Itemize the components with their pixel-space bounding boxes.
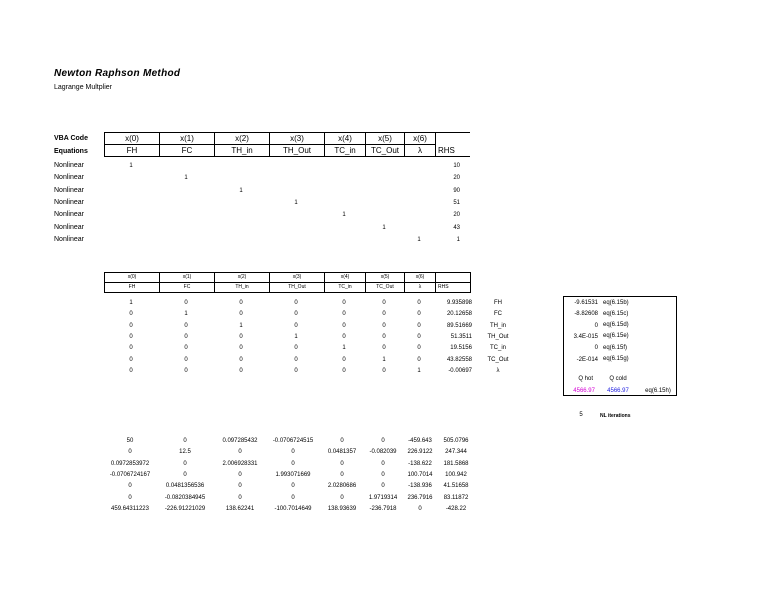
matrix-cell: 1	[342, 345, 346, 352]
page-title: Newton Raphson Method	[54, 68, 181, 79]
jacobian-cell: -0.0706724515	[272, 438, 314, 444]
matrix-cell: 0	[294, 367, 298, 374]
q-cold-label: Q cold	[609, 376, 627, 382]
matrix-cell: 0	[382, 367, 386, 374]
matrix-cell: 0	[342, 333, 346, 340]
jacobian-cell: -0.082039	[369, 449, 397, 456]
jacobian-cell: 12.5	[179, 449, 191, 456]
matrix-cell: 0	[294, 322, 298, 329]
jacobian-cell: 0	[340, 494, 344, 501]
mid-header-x6: x(6)	[405, 273, 436, 283]
matrix-cell: 0	[239, 311, 243, 318]
matrix-cell: 0	[184, 322, 188, 329]
jacobian-cell: 0	[381, 460, 385, 467]
matrix-cell: 0	[184, 356, 188, 363]
matrix-cell: 0	[382, 333, 386, 340]
jacobian-cell: 0	[183, 460, 187, 467]
nonlinear-label: Nonlinear	[54, 186, 84, 194]
jacobian-cell: 181.5868	[443, 460, 469, 467]
jacobian-cell: 226.9122	[407, 449, 433, 456]
rhs-cell: 20	[453, 175, 460, 182]
jacobian-cell: 0	[183, 438, 187, 444]
last-eq-label: eq(6.15h)	[645, 388, 671, 394]
iteration-count: 5	[579, 412, 583, 418]
rhs-cell: -0.00697	[448, 367, 472, 374]
jacobian-cell: 236.7916	[407, 494, 433, 501]
jacobian-cell: -138.622	[408, 460, 432, 467]
matrix-cell: 1	[294, 333, 298, 340]
jacobian-cell: 0	[128, 494, 132, 501]
matrix-cell: 0	[129, 356, 133, 363]
jacobian-cell: 2.006928331	[222, 460, 258, 467]
rhs-cell: 20	[453, 212, 460, 219]
matrix-cell: 0	[417, 356, 421, 363]
top-name-tc-out: TC_Out	[366, 145, 405, 157]
q-cold-value: 4566.97	[607, 388, 629, 394]
page-subtitle: Lagrange Multplier	[54, 84, 112, 91]
mid-header-x5: x(5)	[366, 273, 405, 283]
top-header-x2: x(2)	[215, 133, 270, 145]
residual-value: 0	[594, 322, 598, 329]
jacobian-cell: 0	[340, 438, 344, 444]
jacobian-cell: 0	[291, 449, 295, 456]
matrix-cell: 0	[342, 367, 346, 374]
jacobian-cell: 0	[291, 483, 295, 490]
top-name-fc: FC	[160, 145, 215, 157]
top-name-fh: FH	[105, 145, 160, 157]
top-name-lambda: λ	[405, 145, 436, 157]
jacobian-cell: 0	[238, 494, 242, 501]
mid-name-tc-out: TC_Out	[366, 283, 405, 293]
jacobian-cell: 138.62241	[225, 505, 255, 512]
variable-label: TC_in	[489, 345, 506, 352]
rhs-cell: 9.935898	[446, 300, 472, 306]
equations-label: Equations	[54, 148, 88, 155]
matrix-cell: 0	[129, 311, 133, 318]
jacobian-cell: 0	[183, 471, 187, 478]
variable-label: TH_Out	[487, 333, 509, 340]
jacobian-cell: 0	[291, 494, 295, 501]
matrix-cell: 0	[342, 311, 346, 318]
coefficient-cell: 1	[129, 163, 133, 169]
jacobian-cell: 0	[381, 483, 385, 490]
equation-ref: eq(6.15e)	[603, 333, 629, 340]
equation-ref: eq(6.15b)	[603, 299, 629, 306]
residual-value: 3.4E-015	[573, 333, 598, 340]
matrix-cell: 0	[129, 322, 133, 329]
matrix-cell: 0	[417, 333, 421, 340]
residual-value: 0	[594, 345, 598, 352]
matrix-cell: 0	[129, 345, 133, 352]
matrix-cell: 0	[417, 311, 421, 318]
variable-label: TC_Out	[487, 356, 509, 363]
equation-ref: eq(6.15d)	[603, 322, 629, 329]
middle-header-table	[104, 272, 471, 293]
jacobian-cell: -100.7014649	[274, 505, 312, 512]
matrix-cell: 0	[382, 311, 386, 318]
matrix-cell: 1	[382, 356, 386, 363]
nonlinear-label: Nonlinear	[54, 223, 84, 231]
rhs-cell: 89.51669	[446, 322, 472, 329]
matrix-cell: 1	[417, 367, 421, 374]
matrix-cell: 0	[129, 333, 133, 340]
matrix-cell: 0	[342, 356, 346, 363]
jacobian-cell: -459.643	[408, 438, 432, 444]
matrix-cell: 1	[184, 311, 188, 318]
jacobian-cell: 41.51658	[443, 483, 469, 490]
jacobian-cell: 0.0481357	[327, 449, 357, 456]
coefficient-cell: 1	[342, 212, 346, 219]
matrix-cell: 1	[239, 322, 243, 329]
nonlinear-label: Nonlinear	[54, 174, 84, 182]
jacobian-cell: 247.344	[445, 449, 467, 456]
mid-header-x1: x(1)	[160, 273, 215, 283]
jacobian-cell: 0	[238, 483, 242, 490]
top-header-x1: x(1)	[160, 133, 215, 145]
matrix-cell: 0	[239, 356, 243, 363]
coefficient-cell: 1	[184, 175, 188, 182]
coefficient-cell: 1	[417, 236, 421, 243]
matrix-cell: 0	[239, 345, 243, 352]
jacobian-cell: 0	[381, 438, 385, 444]
matrix-cell: 1	[129, 300, 133, 306]
equation-ref: eq(6.15g)	[603, 356, 629, 362]
rhs-cell: 43.82558	[446, 356, 472, 363]
iteration-label: NL iterations	[600, 413, 631, 419]
top-header-x0: x(0)	[105, 133, 160, 145]
coefficient-cell: 1	[382, 224, 386, 231]
matrix-cell: 0	[239, 300, 243, 306]
matrix-cell: 0	[239, 367, 243, 374]
jacobian-cell: 0	[238, 449, 242, 456]
rhs-cell: 19.5156	[450, 345, 472, 352]
jacobian-cell: 138.93639	[327, 505, 357, 512]
variable-label: λ	[496, 367, 500, 374]
matrix-cell: 0	[184, 333, 188, 340]
matrix-cell: 0	[129, 367, 133, 374]
matrix-cell: 0	[382, 345, 386, 352]
top-name-th-out: TH_Out	[270, 145, 325, 157]
mid-name-lambda: λ	[405, 283, 436, 293]
top-header-x3: x(3)	[270, 133, 325, 145]
jacobian-cell: 0	[128, 483, 132, 490]
nonlinear-label: Nonlinear	[54, 211, 84, 219]
jacobian-cell: -0.0820384945	[164, 494, 206, 501]
mid-name-fh: FH	[105, 283, 160, 293]
matrix-cell: 0	[417, 300, 421, 306]
matrix-cell: 0	[417, 322, 421, 329]
jacobian-cell: 2.0280686	[327, 483, 357, 490]
jacobian-cell: 0	[238, 471, 242, 478]
jacobian-cell: 0	[340, 471, 344, 478]
q-hot-label: Q hot	[578, 376, 593, 382]
matrix-cell: 0	[417, 345, 421, 352]
matrix-cell: 0	[294, 300, 298, 306]
mid-name-th-out: TH_Out	[270, 283, 325, 293]
top-name-tc-in: TC_in	[325, 145, 366, 157]
coefficient-cell: 1	[239, 187, 243, 194]
matrix-cell: 0	[342, 322, 346, 329]
jacobian-cell: 0.097285432	[222, 438, 258, 444]
jacobian-cell: -0.0706724167	[109, 471, 151, 478]
rhs-cell: 51	[453, 199, 460, 206]
variable-label: TH_in	[489, 322, 506, 329]
rhs-cell: 43	[453, 224, 460, 231]
top-header-x6: x(6)	[405, 133, 436, 145]
jacobian-cell: 459.64311223	[111, 505, 149, 512]
jacobian-cell: 100.7014	[407, 471, 433, 478]
matrix-cell: 0	[294, 356, 298, 363]
mid-header-x0: x(0)	[105, 273, 160, 283]
residual-value: -8.82608	[574, 311, 598, 318]
jacobian-cell: 505.0796	[443, 438, 469, 444]
nonlinear-label: Nonlinear	[54, 235, 84, 243]
jacobian-cell: -236.7918	[369, 505, 397, 512]
matrix-cell: 0	[184, 367, 188, 374]
jacobian-cell: 0.0481356536	[165, 483, 205, 490]
mid-header-x3: x(3)	[270, 273, 325, 283]
jacobian-cell: 0	[381, 471, 385, 478]
matrix-cell: 0	[239, 333, 243, 340]
variable-label: FH	[494, 300, 502, 306]
mid-name-tc-in: TC_in	[325, 283, 366, 293]
jacobian-cell: -138.936	[408, 483, 432, 490]
mid-name-th-in: TH_in	[215, 283, 270, 293]
jacobian-cell: 100.942	[445, 471, 467, 478]
top-header-x4: x(4)	[325, 133, 366, 145]
jacobian-cell: 0	[340, 460, 344, 467]
residual-value: -9.61531	[574, 300, 598, 306]
equation-ref: eq(6.15c)	[603, 310, 629, 317]
top-rhs-label: RHS	[436, 145, 471, 157]
matrix-cell: 0	[382, 322, 386, 329]
jacobian-cell: -226.91221029	[164, 505, 206, 512]
matrix-cell: 0	[184, 345, 188, 352]
rhs-cell: 1	[456, 236, 460, 243]
mid-rhs-label: RHS	[436, 283, 471, 293]
jacobian-cell: 0	[291, 460, 295, 467]
matrix-cell: 0	[382, 300, 386, 306]
rhs-cell: 10	[453, 163, 460, 169]
matrix-cell: 0	[294, 311, 298, 318]
jacobian-cell: 0.0972853972	[110, 460, 150, 467]
equation-ref: eq(6.15f)	[603, 344, 628, 351]
matrix-cell: 0	[342, 300, 346, 306]
matrix-cell: 0	[184, 300, 188, 306]
mid-header-x2: x(2)	[215, 273, 270, 283]
residual-value: -2E-014	[576, 356, 598, 363]
top-header-x5: x(5)	[366, 133, 405, 145]
vba-code-label: VBA Code	[54, 135, 88, 142]
jacobian-cell: 50	[126, 438, 134, 444]
matrix-cell: 0	[294, 345, 298, 352]
rhs-cell: 20.12658	[446, 311, 472, 318]
jacobian-cell: 0	[128, 449, 132, 456]
rhs-cell: 90	[453, 187, 460, 194]
q-hot-value: 4566.97	[573, 388, 595, 394]
nonlinear-label: Nonlinear	[54, 162, 84, 169]
variable-label: FC	[494, 311, 502, 318]
jacobian-cell: 83.11872	[443, 494, 469, 501]
jacobian-cell: -428.22	[445, 505, 467, 512]
mid-header-x4: x(4)	[325, 273, 366, 283]
jacobian-cell: 0	[418, 505, 422, 512]
jacobian-cell: 1.9719314	[368, 494, 398, 501]
top-name-th-in: TH_in	[215, 145, 270, 157]
nonlinear-label: Nonlinear	[54, 198, 84, 206]
coefficient-cell: 1	[294, 199, 298, 206]
jacobian-cell: 1.993071669	[275, 471, 311, 478]
mid-name-fc: FC	[160, 283, 215, 293]
rhs-cell: 51.3511	[450, 333, 472, 340]
top-header-table	[104, 132, 470, 157]
